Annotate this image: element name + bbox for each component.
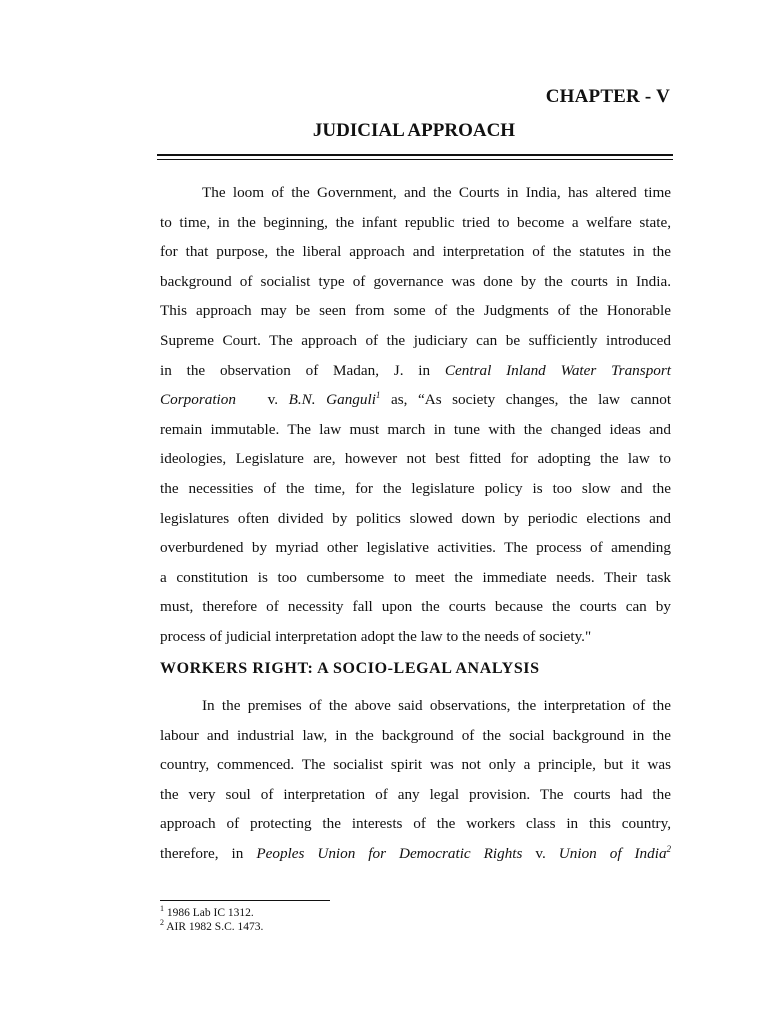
- party-name-italic: B.N. Ganguli: [288, 391, 376, 409]
- case-name-italic: Peoples Union for Democratic Rights: [256, 844, 523, 862]
- text-line: In the premises of the above said observations, the interpretation of the: [202, 697, 671, 714]
- text-line: therefore, in Peoples Union for Democratic Rights v. Union of India$^2$: [160, 843, 672, 862]
- title-double-rule: [157, 154, 673, 160]
- paragraph-1: [160, 178, 671, 652]
- text-line: a constitution is too cumbersome to meet the immediate needs. Their task: [160, 568, 671, 586]
- chapter-title: JUDICIAL APPROACH: [312, 120, 516, 141]
- text-line: overburdened by myriad other legislative activities. The process of amending: [160, 539, 671, 557]
- text-line: Supreme Court. The approach of the judiciary can be sufficiently introduced: [160, 331, 671, 349]
- text-line: the very soul of interpretation of any legal provision. The courts had the: [160, 785, 671, 803]
- paragraph-2: [160, 691, 671, 869]
- case-name-italic: Central Inland Water Transport: [444, 361, 672, 379]
- text-line: Corporation v. B.N. Ganguli$^1$ as, “As society changes, the law cannot: [160, 390, 672, 409]
- text-line: legislatures often divided by politics slowed down by periodic elections and: [160, 509, 671, 527]
- text-line: labour and industrial law, in the background of the social background in the: [160, 726, 671, 744]
- text-line: country, commenced. The socialist spirit was not only a principle, but it was: [160, 756, 671, 774]
- text-line: for that purpose, the liberal approach and interpretation of the statutes in the: [160, 243, 671, 261]
- footnotes: [160, 906, 263, 934]
- text-line: the necessities of the time, for the legislature policy is too slow and the: [160, 479, 671, 497]
- case-name-italic: Corporation: [160, 391, 236, 409]
- text-line: approach of protecting the interests of the workers class in this country,: [160, 815, 671, 833]
- footnote-ref-2[interactable]: 2: [666, 843, 672, 854]
- footnote-2: $^2$ AIR 1982 S.C. 1473.: [160, 918, 264, 933]
- text-line: to time, in the beginning, the infant republic tried to become a welfare state,: [160, 213, 671, 231]
- text-line: in the observation of Madan, J. in Central Inland Water Transport: [160, 361, 672, 379]
- footnote-1: $^1$ 1986 Lab IC 1312.: [160, 904, 254, 919]
- footnote-separator: [160, 900, 330, 901]
- text-line: remain immutable. The law must march in tune with the changed ideas and: [160, 420, 671, 438]
- text-line: background of socialist type of governance was done by the courts in India.: [160, 272, 671, 290]
- section-heading: WORKERS RIGHT: A SOCIO-LEGAL ANALYSIS: [160, 660, 540, 677]
- text-line: process of judicial interpretation adopt the law to the needs of society.": [160, 627, 592, 645]
- footnote-ref-1[interactable]: 1: [375, 390, 381, 401]
- text-line: The loom of the Government, and the Courts in India, has altered time: [202, 184, 671, 201]
- text-line: This approach may be seen from some of the Judgments of the Honorable: [160, 302, 671, 320]
- party-name-italic: Union of India: [558, 844, 667, 862]
- text-line: must, therefore of necessity fall upon the courts because the courts can by: [160, 598, 671, 616]
- text-line: ideologies, Legislature are, however not best fitted for adopting the law to: [160, 450, 671, 468]
- chapter-number: CHAPTER - V: [545, 86, 670, 107]
